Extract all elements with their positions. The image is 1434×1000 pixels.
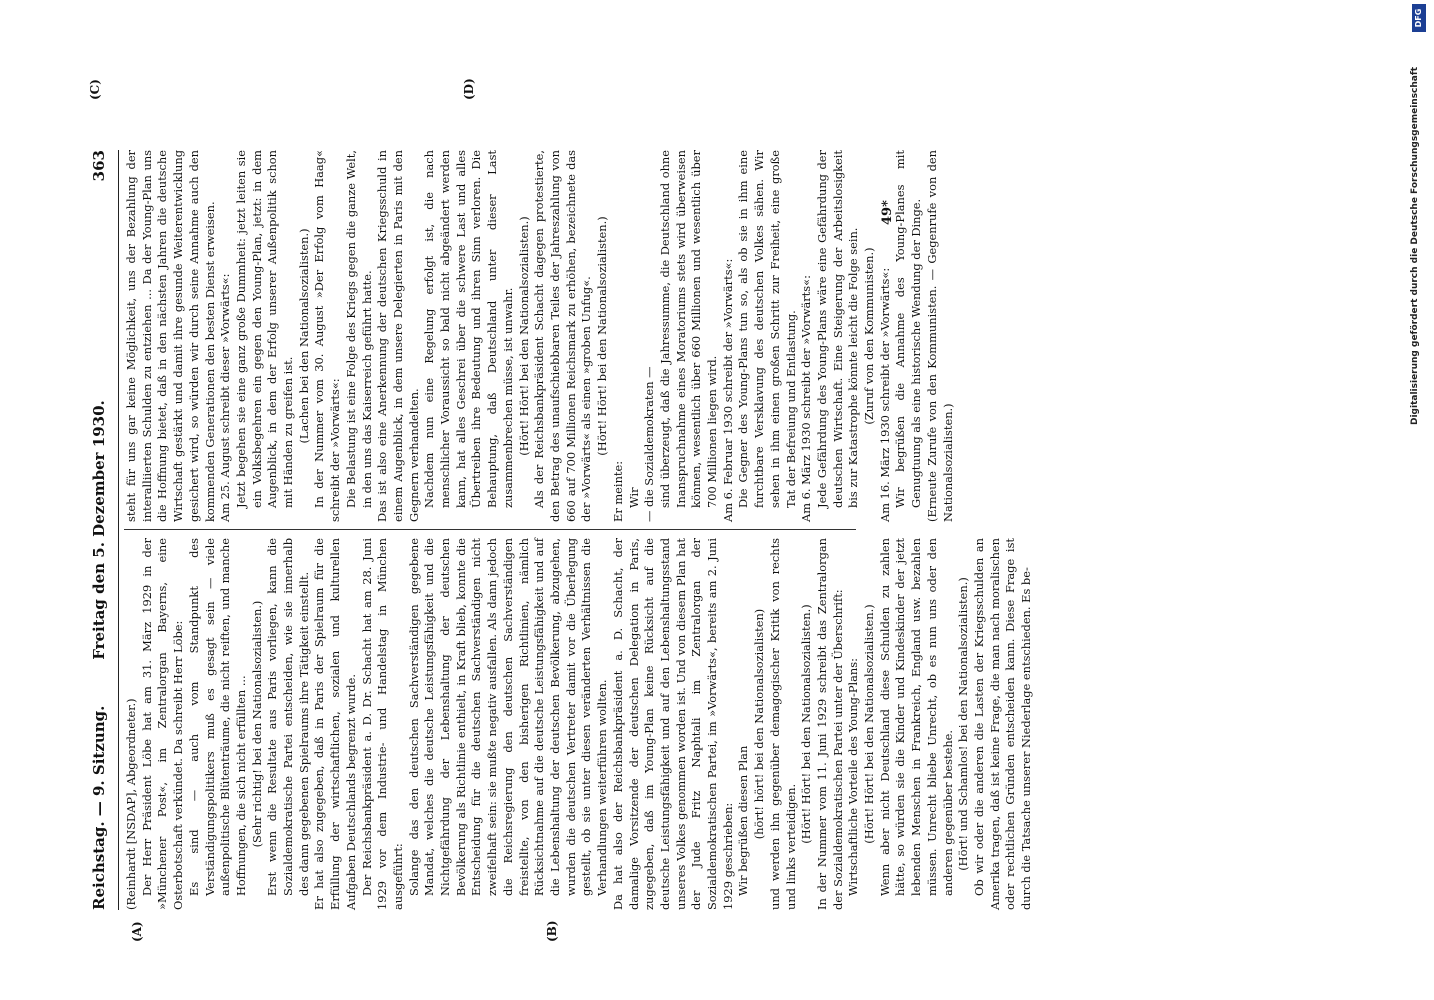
interjection: (Hört! Hört! bei den Nationalsozialisten.) — [799, 604, 814, 844]
left-column — [124, 538, 1035, 910]
quote: Erst wenn die Resultate aus Paris vorliegen, kann die Sozialdemokratische Partei entscheiden, wie sie innerhalb des dann gegebenen Spielraums ihre Tätigkeit einstellt. — [265, 538, 311, 896]
quote: sind überzeugt, daß die Jahressumme, die Deutschland ohne Inanspruchnahme eines Moratoriums stets wird überweisen können, wesentlich über 660 Millionen und wesentlich über 700 Millionen liegen wird. — [657, 150, 720, 508]
paragraph: Da hat also der Reichsbankpräsident a. D. Schacht, der damalige Vorsitzende der deutschen Delegation in Paris, zugegeben, daß im Young-Plan keine Rücksicht auf die deutsche Leistungsfähigkeit und auf den Lebenshaltungsstand unseres Volkes genommen worden ist. Und von diesem Plan hat der Jude Fritz Naphtali im Zentralorgan der Sozialdemokratischen Partei, im »Vorwärts«, bereits am 2. Juni 1929 geschrieben: — [610, 538, 735, 910]
interjection: (Erneute Zurufe von den Kommunisten. — Gegenrufe von den Nationalsozialisten.) — [924, 150, 955, 522]
paragraph: In der Nummer vom 30. August »Der Erfolg vom Haag« schreibt der »Vorwärts«: — [312, 150, 343, 522]
quote: — die Sozialdemokraten — — [642, 366, 657, 522]
paragraph: In der Nummer vom 11. Juni 1929 schreibt das Zentralorgan der Sozialdemokratischen Partei unter der Überschrift: — [814, 538, 845, 910]
paragraph: Am 6. Februar 1930 schreibt der »Vorwärts«: — [720, 258, 735, 522]
quote: und werden ihn gegenüber demagogischer Kritik von rechts und links verteidigen. — [767, 538, 798, 910]
interjection: (Hört! Hört! bei den Nationalsozialisten.) — [862, 604, 877, 844]
quote: Wir begrüßen die Annahme des Young-Planes mit Genugtuung als eine historische Wendung der Dinge. — [893, 150, 924, 508]
interjection: (hört! hört! bei den Nationalsozialisten) — [752, 608, 767, 840]
quote: steht für uns gar keine Möglichkeit, uns der Bezahlung der interalliierten Schulden zu entziehen ... Da der Young-Plan uns die Hoffnung bietet, daß in den nächsten Jahren die deutsche Wirtschaft gestärkt und damit ihre gesunde Weiterentwicklung gesichert wird, so würden wir durch seine Annahme auch den kommenden Generationen den besten Dienst erweisen. — [124, 150, 217, 522]
page-header — [90, 150, 118, 910]
funding-note: Digitalisierung gefördert durch die Deutsche Forschungsgemeinschaft — [1410, 66, 1420, 425]
paragraph: Er hat also zugegeben, daß in Paris der Spielraum für die Erfüllung der wirtschaftlichen, sozialen und kulturellen Aufgaben Deutschlands begrenzt wurde. — [312, 538, 358, 910]
margin-marker-b: (B) — [545, 920, 559, 942]
paragraph: Am 6. März 1930 schreibt der »Vorwärts«: — [799, 275, 814, 522]
quote: Nachdem nun eine Regelung erfolgt ist, die nach menschlicher Voraussicht so bald nicht abgeändert werden kann, hat alles Geschrei über die schwere Last und alles Übertreiben ihre Bedeutung und ihren Sinn verloren. Die Behauptung, daß Deutschland unter dieser Last zusammenbrechen müsse, ist unwahr. — [422, 150, 515, 508]
paragraph: Am 16. März 1930 schreibt der »Vorwärts«: — [877, 267, 892, 522]
interjection: (Hört! Hört! bei den Nationalsozialisten.) — [595, 216, 610, 456]
paragraph: Als der Reichsbankpräsident Schacht dagegen protestierte, den Betrag des unaufschiebbaren Teiles der Jahreszahlung von 660 auf 700 Millionen Reichsmark zu erhöhen, bezeichnete das der »Vorwärts« als einen »groben Unfug«. — [532, 150, 594, 522]
paragraph: Er meinte: — [610, 460, 625, 522]
page-number: 363 — [90, 150, 108, 182]
quote: Es sind — auch vom Standpunkt des Verständigungspolitikers muß es gesagt sein — viele außenpolitische Blütenträume, die nicht reiften, und manche Hoffnungen, die sich nicht erfüllten ... — [186, 538, 248, 896]
interjection: (Hört! Hört! bei den Nationalsozialisten.) — [516, 216, 531, 456]
speaker-line: (Reinhardt [NSDAP], Abgeordneter.) — [124, 698, 138, 910]
paragraph: Am 25. August schreibt dieser »Vorwärts«: — [218, 273, 233, 522]
quote: Jede Gefährdung des Young-Plans wäre eine Gefährdung der deutschen Wirtschaft. Eine Steigerung der Arbeitslosigkeit bis zur Katastrophe könnte leicht die Folge sein. — [814, 150, 861, 508]
quote: Wirtschaftliche Vorteile des Young-Plans: — [846, 658, 861, 896]
right-column — [124, 150, 956, 522]
signature-mark: 49* — [880, 200, 895, 225]
margin-marker-c: (C) — [88, 79, 102, 100]
quote: Wenn aber nicht Deutschland diese Schulden zu zahlen hätte, so würden sie die Kinder und Kindeskinder der jetzt lebenden Menschen in Frankreich, England usw. bezahlen müssen. Unrecht bliebe Unrecht, ob es nun uns oder den anderen gegenüber bestehe. — [877, 538, 955, 896]
interjection: (Zuruf von den Kommunisten.) — [862, 247, 877, 425]
interjection: (Hört! und Schamlos! bei den Nationalsozialisten.) — [956, 577, 971, 871]
header-date: Freitag den 5. Dezember 1930. — [90, 400, 108, 660]
paragraph: Ob wir oder die anderen die Lasten der Kriegsschulden an Amerika tragen, daß ist keine Frage, die man nach moralischen oder rechtlichen Gründen entscheiden kann. Diese Frage ist durch die Tatsache unserer Niederlage entschieden. Es be- — [971, 538, 1034, 910]
column-divider — [124, 529, 856, 530]
margin-marker-a: (A) — [130, 921, 144, 942]
dfg-logo: DFG — [1412, 4, 1426, 32]
margin-marker-d: (D) — [462, 78, 476, 100]
paragraph: Das ist also eine Anerkennung der deutschen Kriegsschuld in einem Augenblick, in dem unsere Delegierten in Paris mit den Gegnern verhandelten. — [375, 150, 421, 522]
header-session: Reichstag. — 9. Sitzung. — [90, 705, 108, 910]
interjection: (Lachen bei den Nationalsozialisten.) — [296, 228, 311, 444]
quote: Wir — [626, 487, 641, 508]
quote: Jetzt begehen sie eine ganz große Dummheit: jetzt leiten sie ein Volksbegehren ein gegen den Young-Plan, jetzt: in dem Augenblick, in dem der Erfolg unserer Außenpolitik schon mit Händen zu greifen ist. — [233, 150, 296, 508]
interjection: (Sehr richtig! bei den Nationalsozialisten.) — [249, 600, 264, 848]
quote: Die Belastung ist eine Folge des Kriegs gegen die ganze Welt, in den uns das Kaiserreich geführt hatte. — [343, 150, 374, 508]
quote: Die Gegner des Young-Plans tun so, als ob sie in ihm eine furchtbare Versklavung des deutschen Volkes sähen. Wir sehen in ihm einen großen Schritt zur Freiheit, eine große Tat der Befreiung und Entlastung. — [736, 150, 798, 508]
quote: Solange das den deutschen Sachverständigen gegebene Mandat, welches die deutsche Leistungsfähigkeit und die Nichtgefährdung der Lebenshaltung der deutschen Bevölkerung als Richtlinie enthielt, in Kraft blieb, konnte die Entscheidung für die deutschen Sachverständigen nicht zweifelhaft sein: sie mußte negativ ausfallen. Als dann jedoch die Reichsregierung den deutschen Sachverständigen freistellte, von den bisherigen Richtlinien, nämlich Rücksichtnahme auf die deutsche Leistungsfähigkeit und auf die Lebenshaltung der deutschen Bevölkerung, abzugehen, wurden die deutschen Vertreter damit vor die Überlegung gestellt, ob sie unter diesen veränderten Verhältnissen die Verhandlungen weiterführen wollten. — [406, 538, 610, 896]
paragraph: Der Herr Präsident Löbe hat am 31. März 1929 in der »Münchener Post«, im Zentralorgan Bayerns, eine Osterbotschaft verkündet. Da schreibt Herr Löbe: — [139, 538, 186, 910]
quote: Wir begrüßen diesen Plan — [736, 745, 751, 896]
paragraph: Der Reichsbankpräsident a. D. Dr. Schacht hat am 28. Juni 1929 vor dem Industrie- und Handelstag in München ausgeführt: — [359, 538, 405, 910]
header-rule — [118, 150, 119, 910]
